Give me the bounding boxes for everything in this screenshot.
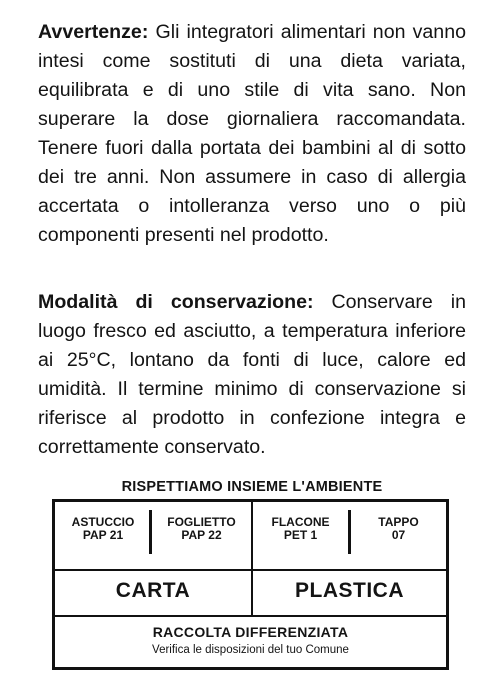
component-code: PAP 22 xyxy=(181,528,222,542)
recycling-table xyxy=(52,499,449,670)
component-code: 07 xyxy=(391,528,406,542)
divider xyxy=(348,510,351,554)
component-flacone xyxy=(253,516,348,542)
component-foglietto xyxy=(152,516,251,542)
warnings-paragraph xyxy=(38,18,466,250)
component-name: TAPPO xyxy=(378,515,419,529)
storage-paragraph xyxy=(38,288,466,462)
warnings-text: Gli integratori alimentari non vanno intesi come sostituti di una dieta variata, equilibrata e di uno stile di vita sano. Non superare la dose giornaliera raccomandata. Tenere fuori dalla portata dei bambini al di sotto dei tre anni. Non assumere in caso di allergia accertata o intolleranza verso uno o più componenti presenti nel prodotto. xyxy=(38,21,466,246)
divider xyxy=(251,502,253,615)
storage-text: Conservare in luogo fresco ed asciutto, a temperatura inferiore ai 25°C, lontano da fonti di luce, calore ed umidità. Il termine minimo di conservazione si riferisce al prodotto in confezione integra e correttamente conservato. xyxy=(38,291,466,458)
component-name: ASTUCCIO xyxy=(71,515,135,529)
component-name: FOGLIETTO xyxy=(167,515,236,529)
material-plastic: PLASTICA xyxy=(295,579,404,602)
component-code: PAP 21 xyxy=(82,528,124,542)
component-tappo xyxy=(351,516,446,542)
material-paper: CARTA xyxy=(115,579,191,602)
component-astuccio xyxy=(57,516,149,542)
collection-note: Verifica le disposizioni del tuo Comune xyxy=(152,644,349,656)
storage-heading: Modalità di conservazione: xyxy=(38,291,314,313)
recycling-heading: RISPETTIAMO INSIEME L'AMBIENTE xyxy=(121,479,383,495)
divider xyxy=(149,510,152,554)
collection-row xyxy=(55,615,446,667)
component-name: FLACONE xyxy=(271,515,330,529)
component-code: PET 1 xyxy=(283,528,318,542)
warnings-heading: Avvertenze: xyxy=(38,21,149,43)
collection-title: RACCOLTA DIFFERENZIATA xyxy=(152,624,349,640)
